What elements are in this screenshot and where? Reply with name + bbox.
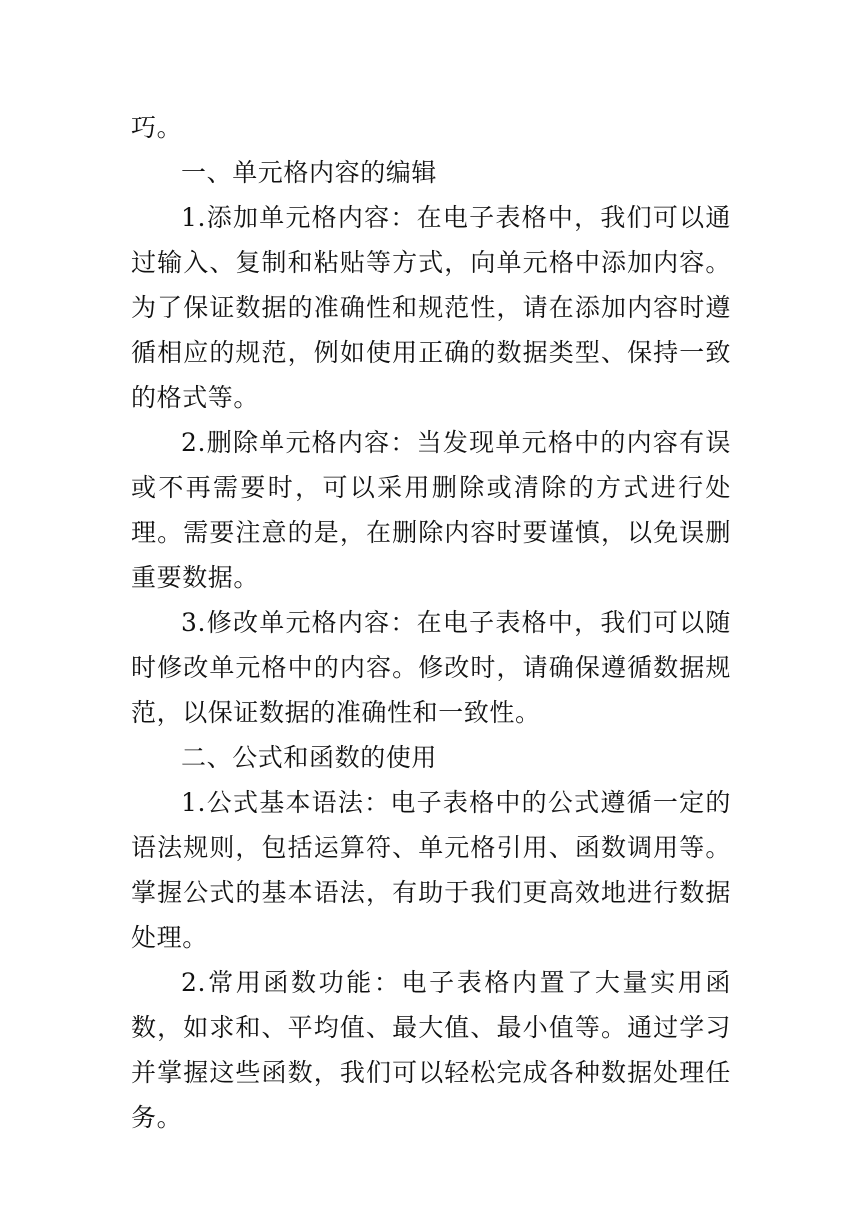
paragraph-formula-syntax: 1.公式基本语法：电子表格中的公式遵循一定的语法规则，包括运算符、单元格引用、函数调用等。掌握公式的基本语法，有助于我们更高效地进行数据处理。 xyxy=(131,788,731,952)
paragraph-continuation: 巧。 xyxy=(131,113,183,142)
paragraph-delete-content: 2.删除单元格内容：当发现单元格中的内容有误或不再需要时，可以采用删除或清除的方式进行处理。需要注意的是，在删除内容时要谨慎，以免误删重要数据。 xyxy=(131,428,731,592)
paragraph-common-functions: 2.常用函数功能：电子表格内置了大量实用函数，如求和、平均值、最大值、最小值等。通过学习并掌握这些函数，我们可以轻松完成各种数据处理任务。 xyxy=(131,968,731,1132)
paragraph-modify-content: 3.修改单元格内容：在电子表格中，我们可以随时修改单元格中的内容。修改时，请确保遵循数据规范，以保证数据的准确性和一致性。 xyxy=(131,608,731,727)
section-heading-cell-editing: 一、单元格内容的编辑 xyxy=(181,158,438,187)
paragraph-add-content: 1.添加单元格内容：在电子表格中，我们可以通过输入、复制和粘贴等方式，向单元格中添加内容。为了保证数据的准确性和规范性，请在添加内容时遵循相应的规范，例如使用正确的数据类型、保持一致的格式等。 xyxy=(131,203,731,412)
section-heading-formulas-functions: 二、公式和函数的使用 xyxy=(181,743,438,772)
document-body xyxy=(131,105,731,1140)
